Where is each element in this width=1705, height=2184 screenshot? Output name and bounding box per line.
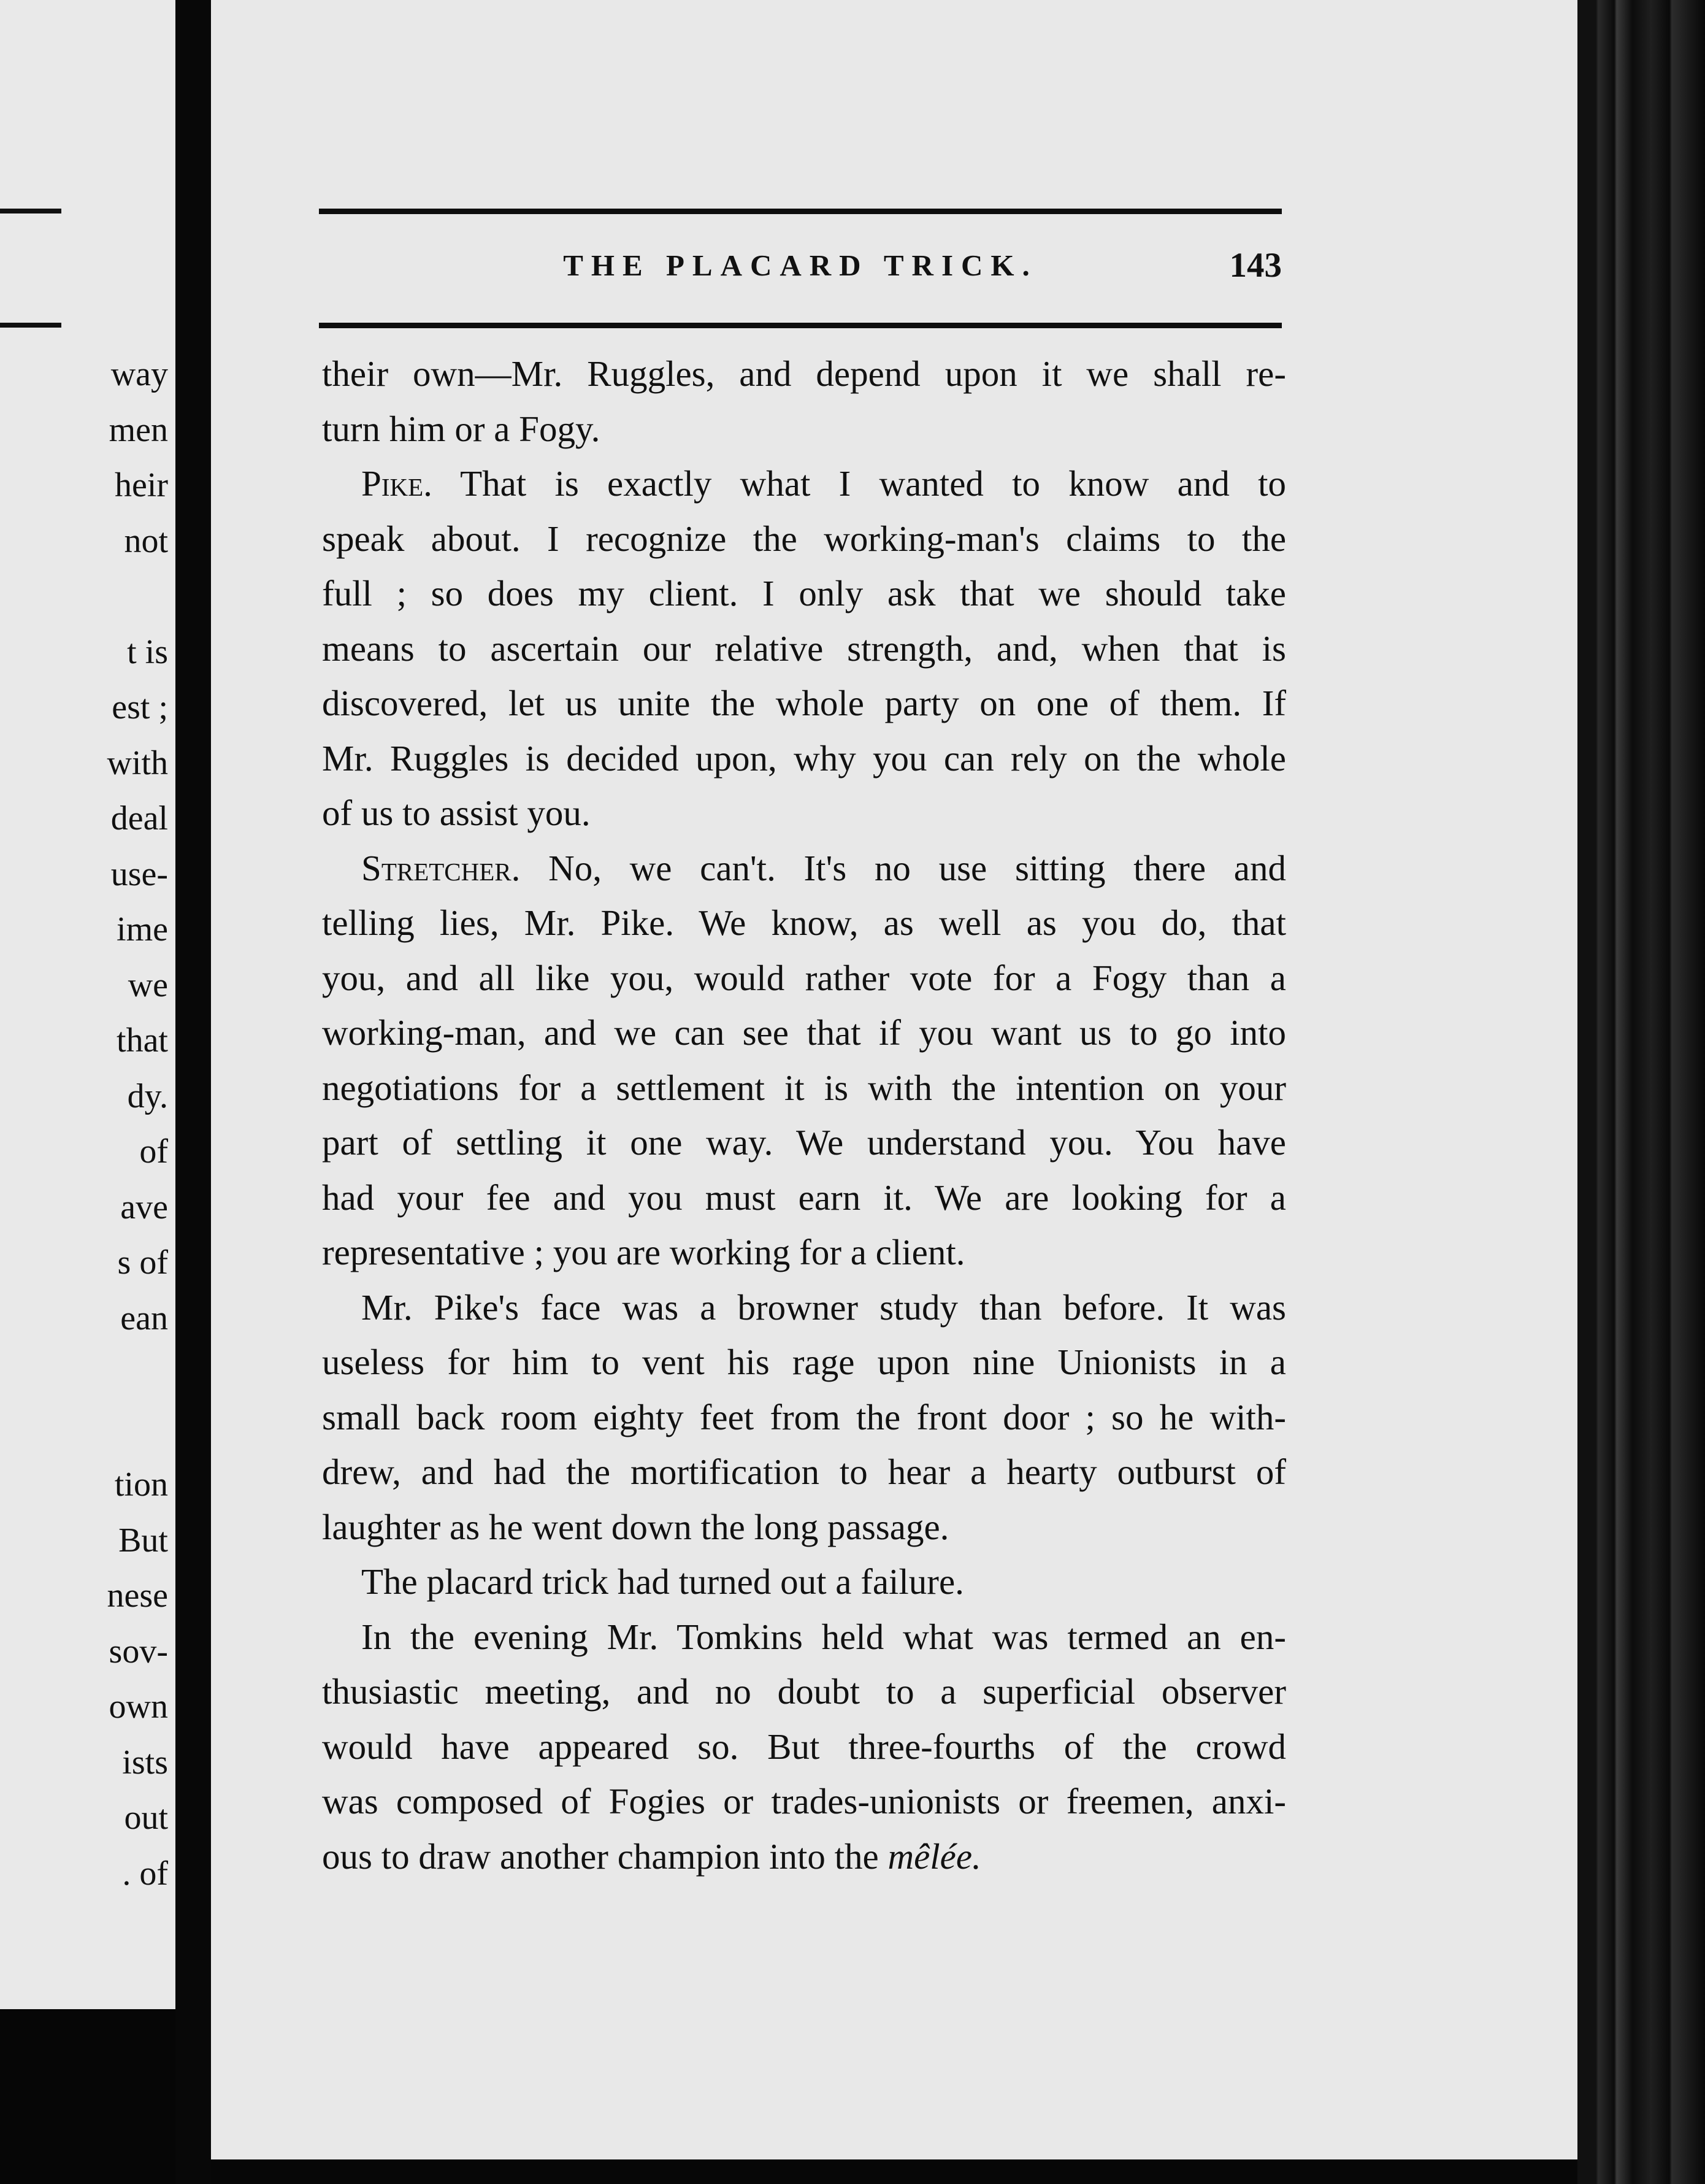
left-line: use- [110,855,168,893]
left-line: But [118,1521,168,1559]
left-line: tion [114,1466,168,1504]
left-line: of [139,1132,168,1171]
left-page-text [0,347,168,1901]
line-text: turn him or a Fogy. [322,408,600,449]
left-line: that [117,1021,168,1059]
text-line [322,1390,1286,1445]
line-text: representative ; you are working for a client. [322,1232,965,1272]
italic-word: mêlée. [887,1836,981,1877]
line-text: part of settling it one way. We understand you. You have [322,1122,1286,1163]
text-line [322,1500,1286,1555]
left-line: dy. [127,1077,168,1115]
line-text: Mr. Pike's face was a browner study than before. It was [361,1286,1286,1328]
line-text: discovered, let us unite the whole party on one of them. If [322,683,1286,723]
scan-border [211,2159,1577,2184]
left-line: men [109,410,168,449]
book-gutter [175,0,211,2184]
left-line: est ; [112,688,168,726]
left-line: t is [127,633,168,671]
text-line [322,1774,1286,1829]
header-bottom-rule [319,323,1282,328]
line-text: drew, and had the mortification to hear a hearty outburst of [322,1452,1286,1492]
line-text: negotiations for a settlement it is with the intention on your [322,1067,1286,1108]
text-line [322,1610,1286,1665]
line-text: working-man, and we can see that if you want us to go into [322,1012,1286,1053]
speaker-name: Pike. [361,463,432,504]
line-text: The placard trick had turned out a failure. [361,1561,964,1602]
left-line: way [110,355,168,393]
text-line [322,676,1286,731]
text-line [322,1005,1286,1061]
text-line [322,456,1286,512]
line-text: useless for him to vent his rage upon nine Unionists in a [322,1342,1286,1382]
text-line [322,1225,1286,1280]
line-text: That is exactly what I wanted to know and to [432,463,1286,504]
text-line [322,896,1286,951]
left-line: ists [122,1743,168,1782]
left-line: ime [117,910,168,948]
text-line [322,402,1286,457]
left-line: not [124,521,168,560]
text-line [322,621,1286,677]
line-text: Mr. Ruggles is decided upon, why you can rely on the whole [322,737,1286,779]
left-line: s of [117,1244,168,1282]
left-line: ean [120,1299,168,1337]
book-edge [1577,0,1705,2184]
left-line: heir [114,466,168,504]
line-text: thusiastic meeting, and no doubt to a superficial observer [322,1671,1286,1712]
line-text: their own—Mr. Ruggles, and depend upon it we shall re- [322,353,1286,394]
text-line [322,786,1286,841]
text-line [322,347,1286,402]
line-text: was composed of Fogies or trades-unionists or freemen, anxi- [322,1781,1286,1821]
text-line [322,566,1286,621]
left-line: we [128,966,168,1004]
text-line [322,1720,1286,1775]
line-text: would have appeared so. But three-fourths of the crowd [322,1726,1286,1767]
line-text: speak about. I recognize the working-man's claims to the [322,518,1286,559]
left-line: sov- [109,1632,168,1671]
left-line [0,569,168,625]
left-line: out [124,1799,168,1837]
left-line: with [107,744,168,782]
line-text: No, we can't. It's no use sitting there and [520,847,1286,888]
line-text: means to ascertain our relative strength, and, when that is [322,628,1286,669]
left-facing-page [0,0,175,2009]
left-line [0,1346,168,1402]
left-line: deal [110,799,168,837]
text-line [322,1171,1286,1226]
left-line [0,1402,168,1458]
text-line [322,1061,1286,1116]
left-page-rule [0,323,61,328]
text-line [322,841,1286,896]
running-title: THE PLACARD TRICK. [563,248,1038,282]
running-head [319,244,1282,287]
left-line: own [109,1688,168,1726]
text-line [322,731,1286,786]
text-line [322,951,1286,1006]
text-line [322,1445,1286,1500]
text-line [322,1555,1286,1610]
line-text: In the evening Mr. Tomkins held what was termed an en- [361,1616,1286,1657]
text-line [322,1280,1286,1336]
left-page-rule [0,209,61,213]
body-text [322,347,1286,1884]
left-line: . of [122,1854,168,1893]
text-line [322,1115,1286,1171]
line-text: small back room eighty feet from the front door ; so he with- [322,1396,1286,1437]
text-line [322,512,1286,567]
header-top-rule [319,209,1282,214]
speaker-name: Stretcher. [361,847,521,888]
line-text: laughter as he went down the long passage. [322,1506,949,1547]
line-text: of us to assist you. [322,793,591,833]
left-line: nese [107,1577,168,1615]
text-line [322,1335,1286,1390]
line-text: had your fee and you must earn it. We are looking for a [322,1177,1286,1218]
page-number: 143 [1229,246,1282,285]
line-text: telling lies, Mr. Pike. We know, as well as you do, that [322,902,1286,943]
line-text: ous to draw another champion into the [322,1836,888,1877]
left-line: ave [120,1188,168,1226]
line-text: you, and all like you, would rather vote for a Fogy than a [322,957,1286,998]
text-line [322,1829,1286,1885]
line-text: full ; so does my client. I only ask that we should take [322,573,1286,613]
text-line [322,1664,1286,1720]
